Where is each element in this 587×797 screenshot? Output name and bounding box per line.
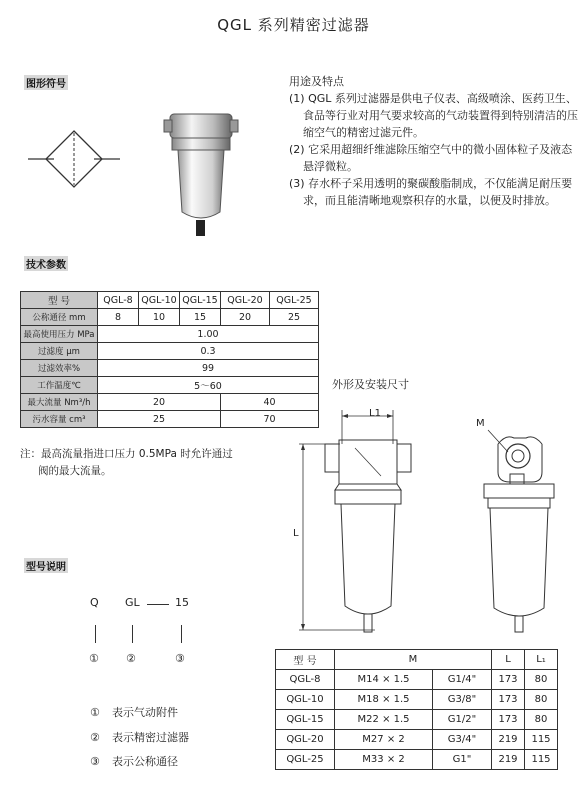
spec-header-model: QGL-20 [221, 292, 270, 309]
purpose-item: (1) QGL 系列过滤器是供电子仪表、高级喷涂、医药卫生、食品等行业对用气要求较高的气动装置得到特别清洁的压缩空气的精密过滤元件。 [289, 92, 578, 139]
spec-header-model: QGL-8 [98, 292, 139, 309]
legend-text: 表示气动附件 [112, 706, 178, 719]
spec-cell: 15 [180, 309, 221, 326]
spec-header-model: QGL-25 [270, 292, 319, 309]
dim-cell: M14 × 1.5 [335, 670, 433, 690]
spec-row-label: 最大流量 Nm³/h [21, 394, 98, 411]
spec-cell: 8 [98, 309, 139, 326]
model-code-marker: ② [126, 652, 136, 665]
model-code-marker: ③ [175, 652, 185, 665]
spec-cell: 25 [98, 411, 221, 428]
dimension-l1-label: L1 [369, 408, 381, 419]
spec-cell: 20 [98, 394, 221, 411]
dim-cell: 173 [492, 670, 525, 690]
dim-cell: G1/2" [433, 710, 492, 730]
dim-cell: QGL-8 [276, 670, 335, 690]
spec-row-label: 过滤效率% [21, 360, 98, 377]
spec-row-label: 公称通径 mm [21, 309, 98, 326]
legend-item [90, 729, 189, 745]
front-view-drawing [295, 400, 430, 640]
section-model-heading: 型号说明 [24, 558, 68, 573]
dimension-l-label: L [293, 528, 299, 539]
purpose-item: (2) 它采用超细纤维滤除压缩空气中的微小固体粒子及液态悬浮微粒。 [289, 143, 573, 173]
spec-row-label: 过滤度 μm [21, 343, 98, 360]
note [20, 446, 250, 480]
spec-cell: 99 [98, 360, 319, 377]
model-code-dash [147, 604, 169, 605]
spec-header-row [21, 292, 319, 309]
model-code-marker: ① [89, 652, 99, 665]
side-view-drawing [470, 420, 560, 640]
dim-row [276, 690, 558, 710]
dim-header-row [276, 650, 558, 670]
dim-cell: 80 [525, 690, 558, 710]
dimension-caption: 外形及安装尺寸 [332, 378, 409, 391]
dim-cell: 219 [492, 750, 525, 770]
section-symbol-heading: 图形符号 [24, 75, 68, 90]
spec-row-label: 污水容量 cm³ [21, 411, 98, 428]
dim-cell: 115 [525, 730, 558, 750]
spec-row-label: 工作温度℃ [21, 377, 98, 394]
dim-cell: 173 [492, 690, 525, 710]
legend-text: 表示精密过滤器 [112, 731, 189, 744]
model-code-gl: GL [125, 596, 140, 609]
spec-row [21, 343, 319, 360]
dim-cell: QGL-15 [276, 710, 335, 730]
purpose-heading: 用途及特点 [289, 75, 344, 88]
spec-cell: 70 [221, 411, 319, 428]
dim-row [276, 730, 558, 750]
legend-item [90, 704, 178, 720]
dim-cell: G1/4" [433, 670, 492, 690]
dim-row [276, 750, 558, 770]
legend-text: 表示公称通径 [112, 755, 178, 768]
dim-cell: 115 [525, 750, 558, 770]
dim-header-cell: 型 号 [276, 650, 335, 670]
dim-cell: QGL-25 [276, 750, 335, 770]
legend-item [90, 753, 178, 769]
spec-row [21, 309, 319, 326]
legend-num: ② [90, 731, 100, 744]
legend-num: ③ [90, 755, 100, 768]
page-title: QGL 系列精密过滤器 [217, 16, 370, 34]
spec-row-label: 最高使用压力 MPa [21, 326, 98, 343]
spec-header-model: QGL-15 [180, 292, 221, 309]
spec-header-model: QGL-10 [139, 292, 180, 309]
dimension-m-label: M [476, 418, 485, 429]
dim-cell: 80 [525, 670, 558, 690]
dim-cell: 173 [492, 710, 525, 730]
spec-cell: 25 [270, 309, 319, 326]
dim-cell: M33 × 2 [335, 750, 433, 770]
dim-cell: 219 [492, 730, 525, 750]
spec-row [21, 326, 319, 343]
legend-num: ① [90, 706, 100, 719]
dim-cell: M18 × 1.5 [335, 690, 433, 710]
model-code-q: Q [90, 596, 99, 609]
dim-cell: 80 [525, 710, 558, 730]
dim-cell: G1" [433, 750, 492, 770]
spec-row [21, 411, 319, 428]
dim-header-cell: L₁ [525, 650, 558, 670]
spec-row [21, 394, 319, 411]
model-code-tick [95, 625, 96, 643]
model-code-tick [181, 625, 182, 643]
dim-cell: G3/4" [433, 730, 492, 750]
filter-symbol-icon [28, 128, 120, 190]
model-code-num: 15 [175, 596, 189, 609]
dim-cell: M27 × 2 [335, 730, 433, 750]
dim-row [276, 710, 558, 730]
spec-cell: 40 [221, 394, 319, 411]
spec-cell: 0.3 [98, 343, 319, 360]
spec-cell: 5～60 [98, 377, 319, 394]
dim-header-cell: M [335, 650, 492, 670]
dim-cell: QGL-10 [276, 690, 335, 710]
dim-header-cell: L [492, 650, 525, 670]
dim-cell: M22 × 1.5 [335, 710, 433, 730]
dim-cell: G3/8" [433, 690, 492, 710]
spec-header-label: 型 号 [21, 292, 98, 309]
purpose-section [289, 73, 579, 209]
spec-row [21, 360, 319, 377]
spec-cell: 1.00 [98, 326, 319, 343]
dim-cell: QGL-20 [276, 730, 335, 750]
model-code-tick [132, 625, 133, 643]
spec-table [20, 291, 319, 428]
dim-row [276, 670, 558, 690]
section-tech-heading: 技术参数 [24, 256, 68, 271]
filter-product-image [160, 108, 242, 240]
spec-row [21, 377, 319, 394]
spec-cell: 20 [221, 309, 270, 326]
spec-cell: 10 [139, 309, 180, 326]
dimension-table [275, 649, 558, 770]
note-line: 注：最高流量指进口压力 0.5MPa 时允许通过 [20, 448, 233, 460]
purpose-item: (3) 存水杯子采用透明的聚碳酸脂制成，不仅能满足耐压要求，而且能清晰地观察积存的水量，以便及时排放。 [289, 177, 573, 207]
note-line: 阀的最大流量。 [38, 465, 112, 477]
